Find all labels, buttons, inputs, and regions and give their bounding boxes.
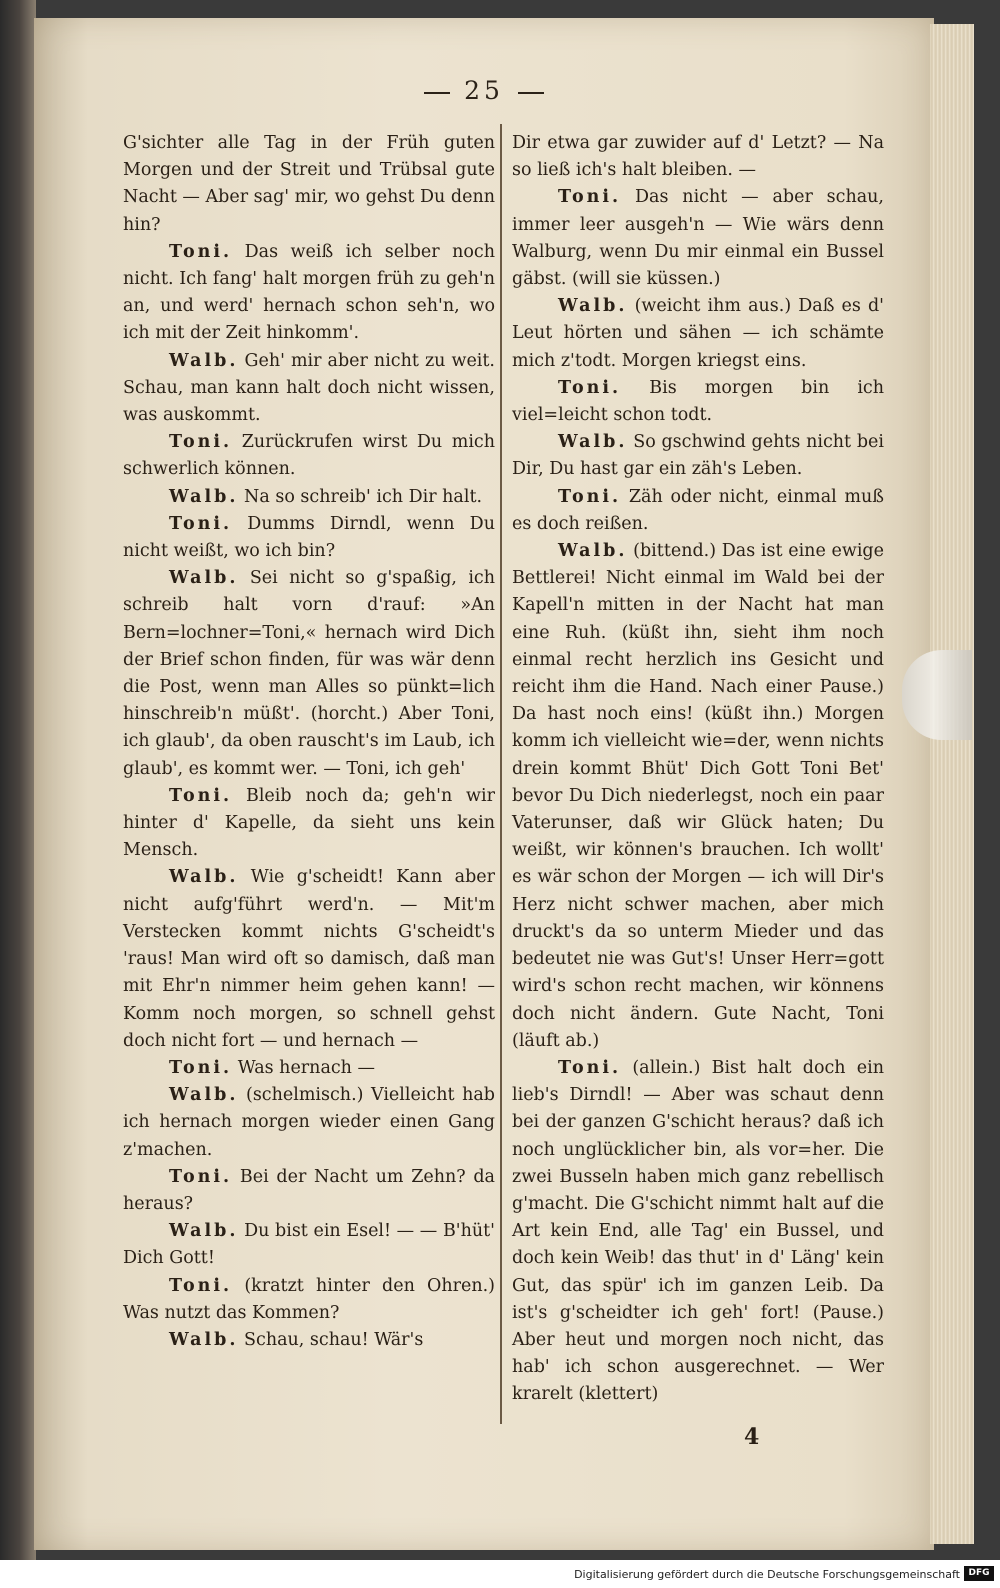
speaker-name: Walb. — [558, 432, 628, 453]
paragraph — [123, 1164, 495, 1218]
paragraph — [512, 538, 884, 1055]
speaker-name: Walb. — [169, 1221, 239, 1242]
paragraph — [123, 1218, 495, 1272]
thumb-index-tab — [902, 650, 972, 740]
paragraph-text: Na so schreib' ich Dir halt. — [244, 486, 483, 507]
left-column — [123, 130, 495, 1354]
page-header — [34, 76, 934, 105]
paragraph — [123, 239, 495, 348]
speaker-name: Toni. — [558, 1057, 622, 1078]
speaker-name: Walb. — [169, 867, 239, 888]
paragraph-text: Was hernach — — [237, 1057, 376, 1078]
speaker-name: Walb. — [558, 296, 628, 317]
paragraph — [123, 511, 495, 565]
speaker-name: Toni. — [558, 486, 622, 507]
paragraph — [512, 484, 884, 538]
paragraph — [123, 565, 495, 783]
header-dash-right — [518, 92, 544, 94]
paragraph — [512, 1055, 884, 1409]
paragraph-text: Du bist ein Esel! — — B'hüt' Dich Gott! — [123, 1221, 495, 1269]
page-stack-edge — [930, 24, 974, 1544]
paragraph — [512, 293, 884, 375]
signature-mark: 4 — [744, 1424, 760, 1450]
paragraph-text: Dir etwa gar zuwider auf d' Letzt? — Na so ließ ich's halt bleiben. — — [512, 133, 884, 181]
header-dash-left — [424, 92, 450, 94]
page-number: 25 — [464, 76, 504, 105]
column-divider — [500, 124, 502, 1424]
paragraph — [123, 348, 495, 430]
speaker-name: Walb. — [169, 350, 239, 371]
paragraph-text: Bleib noch da; geh'n wir hinter d' Kapelle, da sieht uns kein Mensch. — [123, 785, 495, 861]
speaker-name: Toni. — [169, 785, 233, 806]
footer-credit: Digitalisierung gefördert durch die Deutsche Forschungsgemeinschaft — [574, 1568, 960, 1581]
paragraph-text: Dumms Dirndl, wenn Du nicht weißt, wo ich bin? — [123, 513, 495, 562]
paragraph-text: Bis morgen bin ich viel=leicht schon todt. — [512, 377, 884, 426]
paragraph-text: Sei nicht so g'spaßig, ich schreib halt vorn d'rauf: »An Bern=lochner=Toni,« hernach wird Dich der Brief schon finden, für was wär denn die Post, wenn man Alles so pünkt=lich hinschreib'n müßt'. (horcht.) Aber Toni, ich glaub', da oben rauscht's im Laub, ich glaub', es kommt wer. — Toni, ich geh' — [123, 568, 495, 779]
speaker-name: Walb. — [169, 1329, 239, 1350]
paragraph — [123, 864, 495, 1054]
speaker-name: Toni. — [169, 432, 233, 453]
paragraph — [123, 783, 495, 865]
paragraph-text: (bittend.) Das ist eine ewige Bettlerei! Nicht einmal im Wald bei der Kapell'n mitten in der Nacht hat man eine Ruh. (küßt ihn, sieht ihm noch einmal recht herzlich ins Gesicht und reicht ihm die Hand. Nach einer Pause.) Da hast noch eins! (küßt ihn.) Morgen komm ich vielleicht wie=der, wenn nichts drein kommt Bhüt' Dich Gott Toni Bet' bevor Du Dich niederlegst, noch ein paar Vaterunser, daß wir Glück haten; Du weißt, wir können's brauchen. Ich wollt' es wär schon der Morgen — ich will Dir's Herz nicht schwer machen, aber mich druckt's da so unterm Mieder und das bedeutet nie was Gut's! Unser Herr=gott wird's schon recht machen, wir könnens doch nicht ändern. Gute Nacht, Toni (läuft ab.) — [512, 541, 884, 1051]
speaker-name: Walb. — [169, 1085, 239, 1106]
speaker-name: Toni. — [169, 241, 233, 262]
paragraph — [512, 130, 884, 184]
paragraph-text: Das weiß ich selber noch nicht. Ich fang' halt morgen früh zu geh'n an, und werd' hernach schon seh'n, wo ich mit der Zeit hinkomm'. — [123, 241, 495, 344]
paragraph-text: Das nicht — aber schau, immer leer ausgeh'n — Wie wärs denn Walburg, wenn Du mir einmal ein Bussel gäbst. (will sie küssen.) — [512, 187, 884, 290]
speaker-name: Toni. — [558, 377, 622, 398]
paragraph — [123, 484, 495, 511]
speaker-name: Walb. — [558, 541, 628, 562]
paragraph-text: Schau, schau! Wär's — [244, 1329, 424, 1350]
speaker-name: Toni. — [558, 187, 622, 208]
speaker-name: Toni. — [169, 1166, 233, 1187]
paragraph-text: Geh' mir aber nicht zu weit. Schau, man kann halt doch nicht wissen, was auskommt. — [123, 350, 495, 426]
paragraph — [512, 375, 884, 429]
paragraph — [512, 429, 884, 483]
paragraph — [123, 130, 495, 239]
paragraph-text: (schelmisch.) Vielleicht hab ich hernach morgen wieder einen Gang z'machen. — [123, 1085, 495, 1160]
dfg-logo: DFG — [964, 1566, 994, 1581]
paragraph — [512, 184, 884, 293]
speaker-name: Toni. — [169, 1057, 233, 1078]
right-column — [512, 130, 884, 1409]
book-spine-edge — [0, 0, 36, 1560]
paragraph — [123, 1055, 495, 1082]
paragraph-text: (kratzt hinter den Ohren.) Was nutzt das Kommen? — [123, 1275, 495, 1323]
speaker-name: Walb. — [169, 486, 239, 507]
speaker-name: Toni. — [169, 513, 233, 534]
paragraph — [123, 1273, 495, 1327]
speaker-name: Walb. — [169, 568, 239, 589]
paragraph-text: Wie g'scheidt! Kann aber nicht aufg'führt werd'n. — Mit'm Verstecken kommt nichts G'scheidt's 'raus! Man wird oft so damisch, daß man mit Ehr'n nimmer heim gehen kann! — Komm noch morgen, so schnell gehst doch nicht fort — und hernach — — [123, 867, 495, 1051]
speaker-name: Toni. — [169, 1275, 233, 1296]
paragraph — [123, 1082, 495, 1164]
paragraph-text: (weicht ihm aus.) Daß es d' Leut hörten und sähen — ich schämte mich z'todt. Morgen kriegst eins. — [512, 296, 884, 371]
paragraph — [123, 1327, 495, 1354]
paragraph-text: Zäh oder nicht, einmal muß es doch reißen. — [512, 486, 884, 534]
paragraph-text: (allein.) Bist halt doch ein lieb's Dirndl! — Aber was schaut denn bei der ganzen G'schicht heraus? daß ich noch unglücklicher bin, als vor=her. Die zwei Busseln haben mich ganz rebellisch g'macht. Die G'schicht nimmt halt auf die Art kein End, alle Tag' ein Bussel, und doch kein Weib! das thut' in d' Läng' kein Gut, das spür' ich im ganzen Leib. Da ist's g'scheidter ich geh' fort! (Pause.) Aber heut und morgen noch nicht, das hab' ich schon ausgerechnet. — Wer krarelt (klettert) — [512, 1057, 884, 1405]
paragraph-text: So gschwind gehts nicht bei Dir, Du hast gar ein zäh's Leben. — [512, 432, 884, 480]
paragraph-text: G'sichter alle Tag in der Früh guten Morgen und der Streit und Trübsal gute Nacht — Aber sag' mir, wo gehst Du denn hin? — [123, 133, 495, 235]
paragraph-text: Zurückrufen wirst Du mich schwerlich können. — [123, 432, 495, 480]
paragraph-text: Bei der Nacht um Zehn? da heraus? — [123, 1166, 495, 1214]
paragraph — [123, 429, 495, 483]
